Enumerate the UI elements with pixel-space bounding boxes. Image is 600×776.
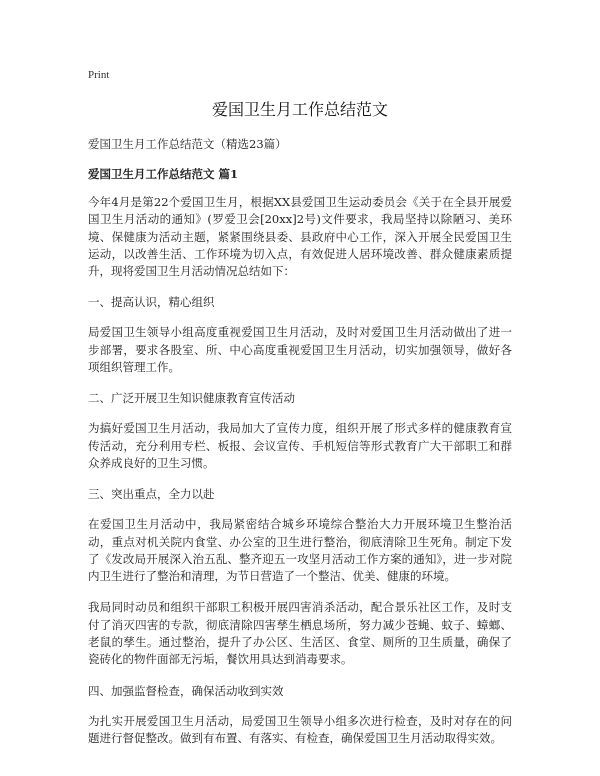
document-title: 爱国卫生月工作总结范文 (211, 100, 388, 119)
paragraph-2: 为搞好爱国卫生月活动，我局加大了宣传力度，组织开展了形式多样的健康教育宣传活动，充分利用专栏、板报、会议宣传、手机短信等形式教育广大干部职工和群众养成良好的卫生习惯。 (88, 421, 512, 470)
document-subtitle: 爱国卫生月工作总结范文（精选23篇） (88, 137, 287, 151)
intro-paragraph: 今年4月是第22个爱国卫生月，根据XX县爱国卫生运动委员会《关于在全县开展爱国卫生月活动的通知》(罗爱卫会[20xx]2号)文件要求，我局坚持以除陋习、美环境、保健康为活动主题，紧紧围绕县委、县政府中心工作，深入开展全民爱国卫生运动，以改善生活、工作环境为切入点，有效促进人居环境改善、群众健康素质提升，现将爱国卫生月活动情况总结如下： (88, 195, 512, 279)
paragraph-3: 在爱国卫生月活动中，我局紧密结合城乡环境综合整治大力开展环境卫生整治活动，重点对机关院内食堂、办公室的卫生进行整治，彻底清除卫生死角。制定下发了《发改局开展深入治五乱、整齐迎五一攻坚月活动工作方案的通知》，进一步对院内卫生进行了整治和清理，为节日营造了一个整洁、优美、健康的环境。 (88, 517, 512, 584)
paragraph-5: 为扎实开展爱国卫生月活动，局爱国卫生领导小组多次进行检查，及时对存在的问题进行督促整改。做到有布置、有落实、有检查，确保爱国卫生月活动取得实效。 (88, 713, 512, 745)
paragraph-1: 局爱国卫生领导小组高度重视爱国卫生月活动，及时对爱国卫生月活动做出了进一步部署，要求各股室、所、中心高度重视爱国卫生月活动，切实加强领导，做好各项组织管理工作。 (88, 325, 512, 375)
subheading-4: 四、加强监督检查，确保活动收到实效 (88, 683, 284, 698)
subheading-2: 二、广泛开展卫生知识健康教育宣传活动 (88, 391, 295, 406)
subheading-1: 一、提高认识，精心组织 (88, 295, 215, 310)
paragraph-4: 我局同时动员和组织干部职工积极开展四害消杀活动，配合景乐社区工作，及时支付了消灭四害的专款，彻底清除四害孳生栖息场所，努力减少苍蝇、蚊子、蟑螂、老鼠的孳生。通过整治，提升了办公区、生活区、食堂、厕所的卫生质量，确保了瓷砖化的物件面部无污垢，餐饮用具达到消毒要求。 (88, 600, 512, 667)
subheading-3: 三、突出重点，全力以赴 (88, 487, 215, 502)
print-label: Print (88, 69, 110, 81)
section-heading: 爱国卫生月工作总结范文 篇1 (88, 167, 239, 181)
